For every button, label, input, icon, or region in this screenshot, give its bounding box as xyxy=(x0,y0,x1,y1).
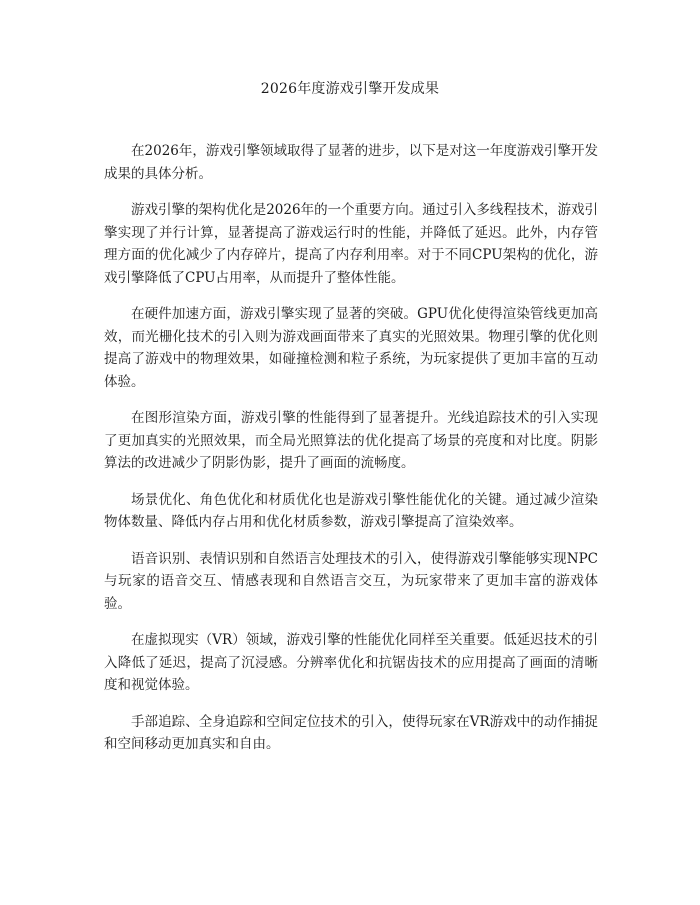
paragraph-vr: 在虚拟现实（VR）领域，游戏引擎的性能优化同样至关重要。低延迟技术的引入降低了延迟，提高了沉浸感。分辨率优化和抗锯齿技术的应用提高了画面的清晰度和视觉体验。 xyxy=(104,632,598,693)
paragraph-tracking: 手部追踪、全身追踪和空间定位技术的引入，使得玩家在VR游戏中的动作捕捉和空间移动更加真实和自由。 xyxy=(104,713,598,752)
paragraph-intro: 在2026年，游戏引擎领域取得了显著的进步，以下是对这一年度游戏引擎开发成果的具体分析。 xyxy=(104,143,598,182)
paragraph-architecture: 游戏引擎的架构优化是2026年的一个重要方向。通过引入多线程技术，游戏引擎实现了并行计算，显著提高了游戏运行时的性能，并降低了延迟。此外，内存管理方面的优化减少了内存碎片，提高了内存利用率。对于不同CPU架构的优化，游戏引擎降低了CPU占用率，从而提升了整体性能。 xyxy=(104,202,598,286)
paragraph-hardware-acceleration: 在硬件加速方面，游戏引擎实现了显著的突破。GPU优化使得渲染管线更加高效，而光栅化技术的引入则为游戏画面带来了真实的光照效果。物理引擎的优化则提高了游戏中的物理效果，如碰撞检测和粒子系统，为玩家提供了更加丰富的互动体验。 xyxy=(104,306,598,390)
paragraph-ai-interaction: 语音识别、表情识别和自然语言处理技术的引入，使得游戏引擎能够实现NPC与玩家的语音交互、情感表现和自然语言交互，为玩家带来了更加丰富的游戏体验。 xyxy=(104,550,598,612)
paragraph-graphics-rendering: 在图形渲染方面，游戏引擎的性能得到了显著提升。光线追踪技术的引入实现了更加真实的光照效果，而全局光照算法的优化提高了场景的亮度和对比度。阴影算法的改进减少了阴影伪影，提升了画面的流畅度。 xyxy=(104,410,598,471)
document-title: 2026年度游戏引擎开发成果 xyxy=(260,81,440,97)
document-body xyxy=(104,140,598,770)
paragraph-scene-optimization: 场景优化、角色优化和材质优化也是游戏引擎性能优化的关键。通过减少渲染物体数量、降低内存占用和优化材质参数，游戏引擎提高了渲染效率。 xyxy=(104,491,598,530)
